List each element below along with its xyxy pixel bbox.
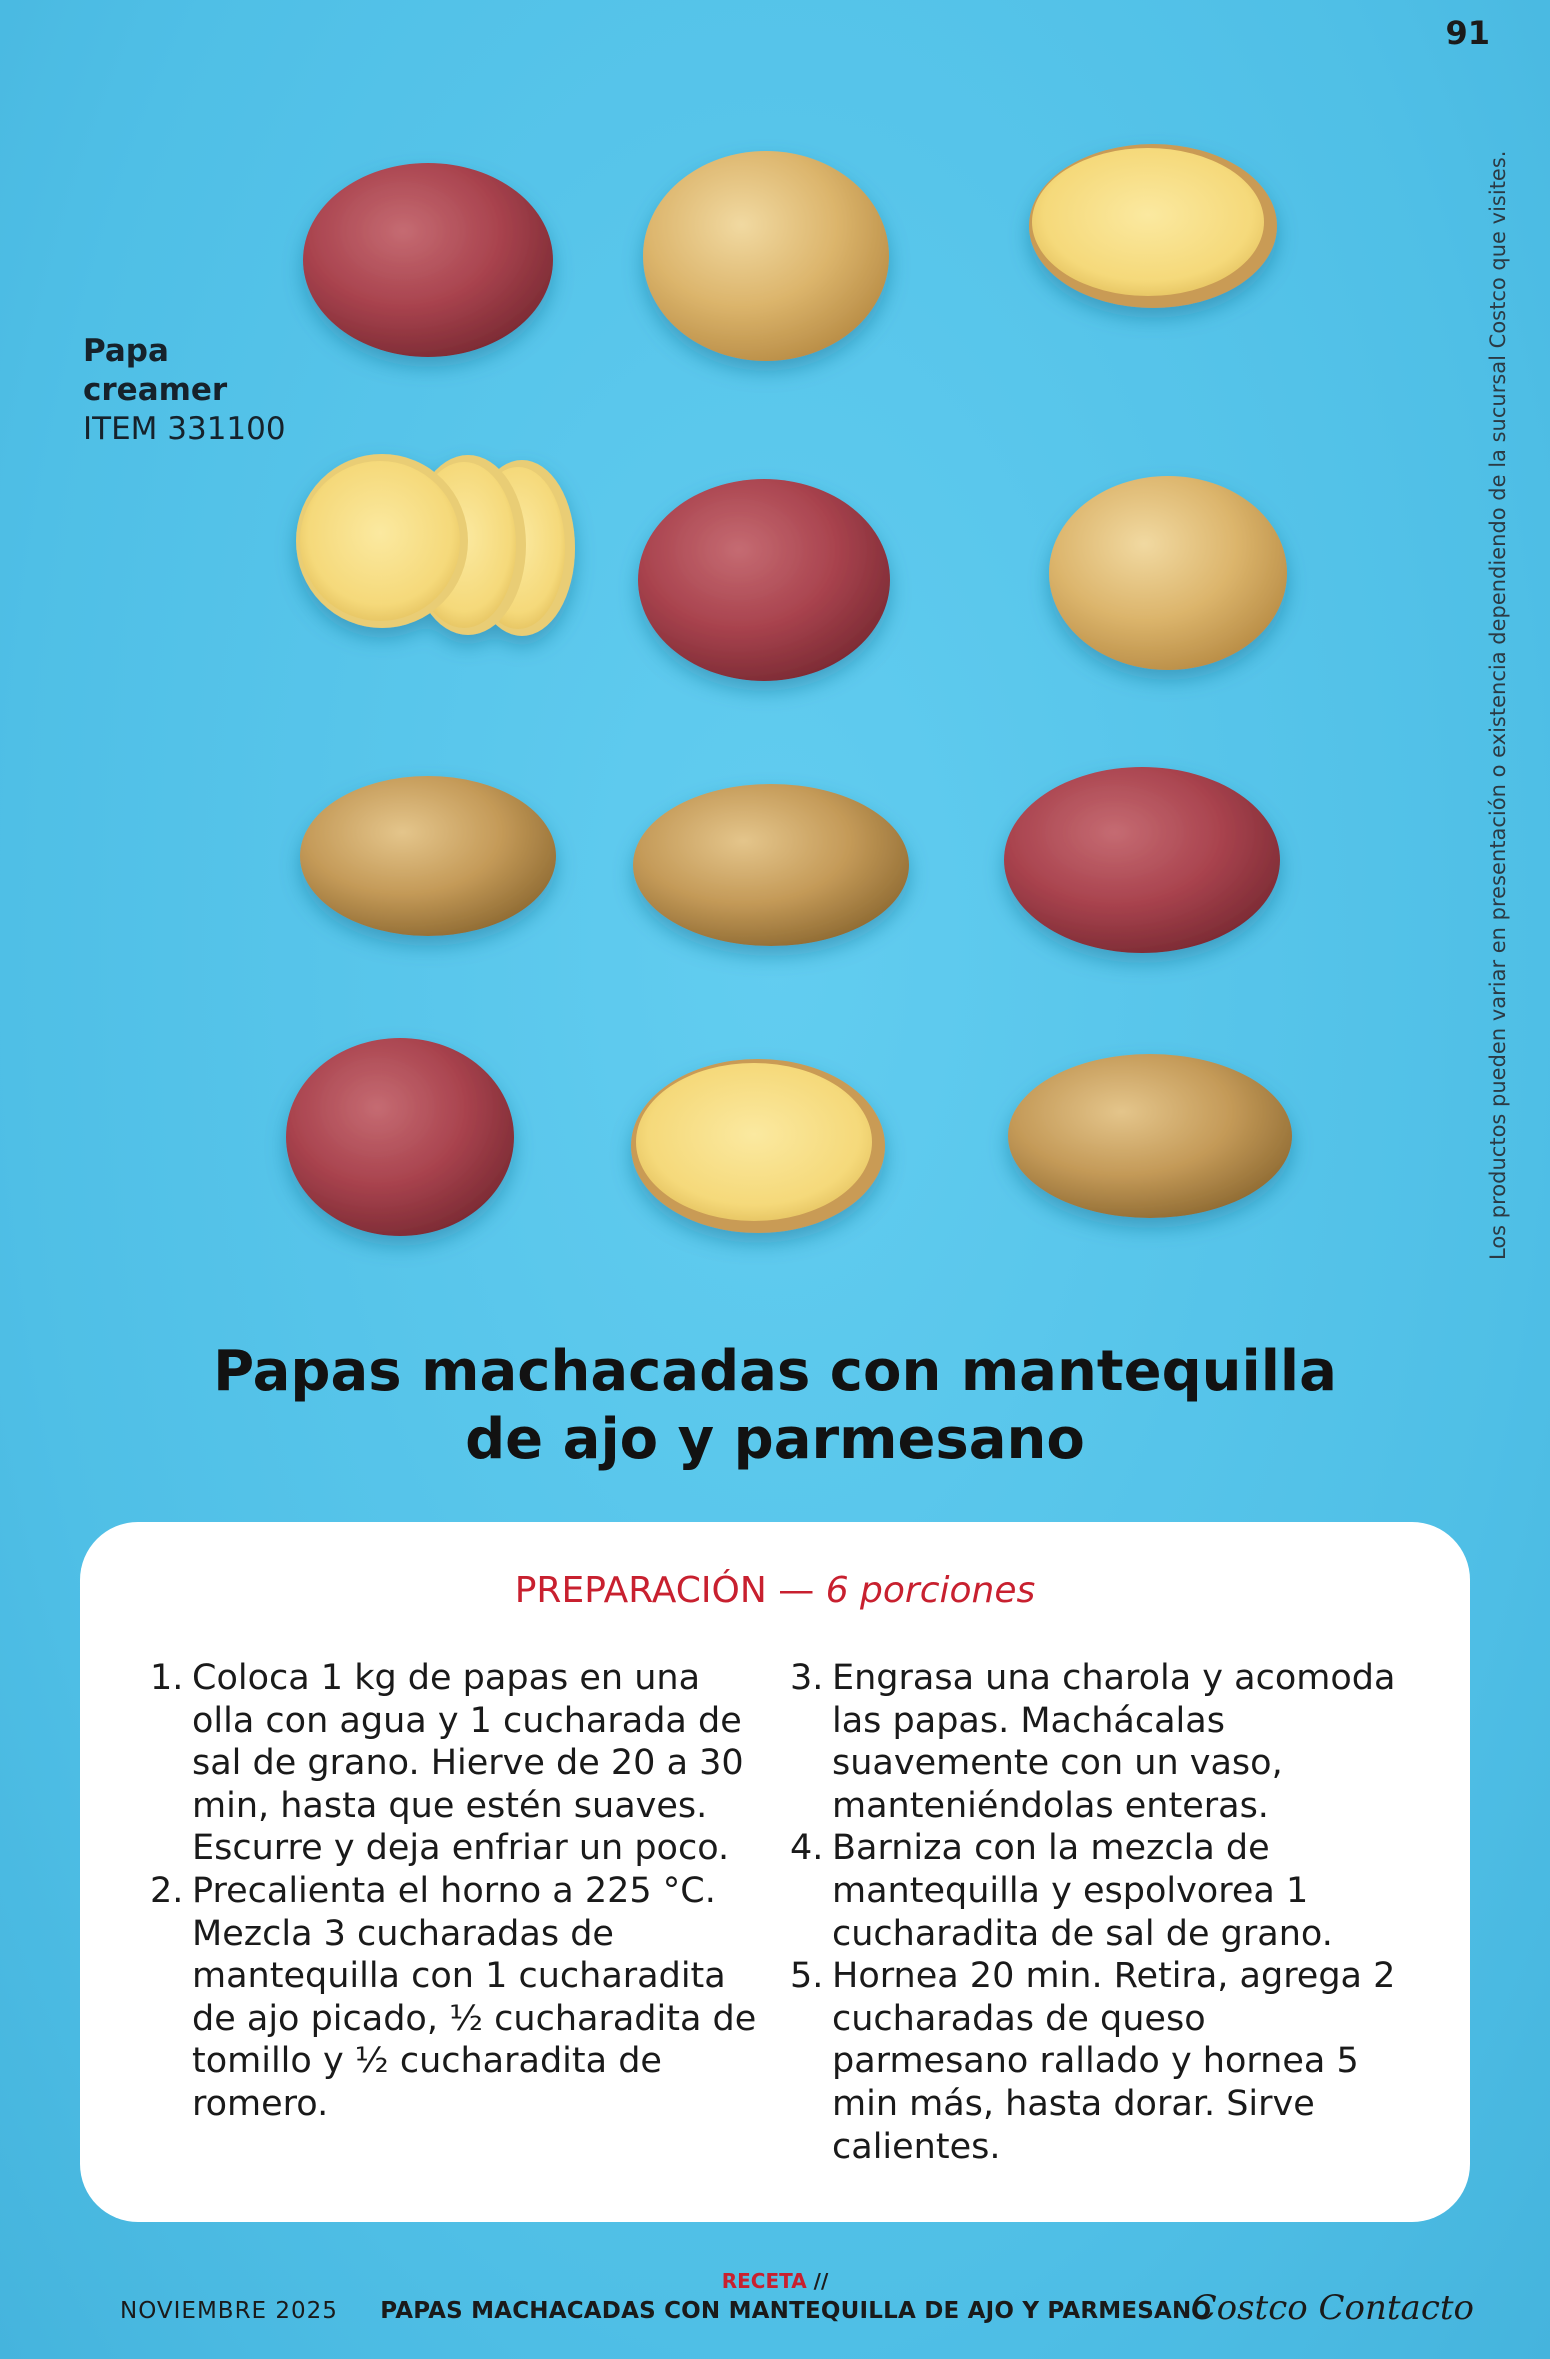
- product-name-line2: creamer: [83, 372, 228, 408]
- recipe-step: [150, 1870, 760, 2126]
- brown-potato: [300, 776, 556, 936]
- red-potato: [303, 163, 553, 357]
- page-footer: [120, 2298, 1211, 2324]
- issue-date: NOVIEMBRE 2025: [120, 2298, 338, 2324]
- step-number: 2.: [150, 1870, 184, 1911]
- halved-potato: [1029, 144, 1277, 308]
- brown-potato: [633, 784, 909, 946]
- halved-potato: [631, 1059, 885, 1233]
- step-text: Barniza con la mezcla de mantequilla y espolvorea 1 cucharadita de sal de grano.: [832, 1828, 1333, 1954]
- step-text: Precalienta el horno a 225 °C. Mezcla 3 cucharadas de mantequilla con 1 cucharadita de ajo picado, ½ cucharadita de tomillo y ½ cucharadita de romero.: [192, 1870, 757, 2124]
- step-number: 5.: [790, 1956, 824, 1997]
- page-number: 91: [1445, 14, 1490, 52]
- step-number: 3.: [790, 1658, 824, 1698]
- recipe-title-line2: de ajo y parmesano: [465, 1407, 1085, 1472]
- section-tag-label: RECETA: [721, 2269, 807, 2293]
- yellow-potato: [1049, 476, 1287, 670]
- servings: 6 porciones: [825, 1570, 1036, 1611]
- step-text: Engrasa una charola y acomoda las papas. Machácalas suavemente con un vaso, manteniéndolas enteras.: [832, 1658, 1396, 1826]
- step-text: Coloca 1 kg de papas en una olla con agua y 1 cucharada de sal de grano. Hierve de 20 a 30 min, hasta que estén suaves. Escurre y deja enfriar un poco.: [192, 1658, 744, 1869]
- preparation-card: [80, 1522, 1470, 2222]
- recipe-step: [150, 1657, 760, 1870]
- recipe-step: [790, 1827, 1400, 1955]
- step-number: 1.: [150, 1658, 184, 1698]
- footer-title: PAPAS MACHACADAS CON MANTEQUILLA DE AJO Y PARMESANO: [380, 2298, 1212, 2324]
- steps-left-column: [150, 1657, 760, 2126]
- preparation-heading: [80, 1570, 1470, 1611]
- step-text: Hornea 20 min. Retira, agrega 2 cucharadas de queso parmesano rallado y hornea 5 min más, hasta dorar. Sirve calientes.: [832, 1956, 1396, 2167]
- recipe-step: [790, 1955, 1400, 2168]
- preparation-label: PREPARACIÓN —: [514, 1570, 815, 1611]
- recipe-step: [790, 1657, 1400, 1827]
- steps-right-column: [790, 1657, 1400, 2168]
- recipe-title-line1: Papas machacadas con mantequilla: [213, 1339, 1337, 1404]
- step-number: 4.: [790, 1828, 824, 1869]
- recipe-title: [120, 1338, 1430, 1474]
- red-potato: [1004, 767, 1280, 953]
- yellow-potato: [643, 151, 889, 361]
- product-name-line1: Papa: [83, 333, 169, 369]
- potato-slices: [296, 454, 575, 636]
- red-potato: [286, 1038, 514, 1236]
- red-potato: [638, 479, 890, 681]
- magazine-brand: Costco Contacto: [1190, 2288, 1474, 2328]
- availability-disclaimer: Los productos pueden variar en presentación o existencia dependiendo de la sucursal Costco que visites.: [1486, 150, 1510, 1260]
- section-tag-slashes: //: [813, 2269, 829, 2293]
- brown-potato: [1008, 1054, 1292, 1218]
- product-item-number: ITEM 331100: [83, 411, 286, 447]
